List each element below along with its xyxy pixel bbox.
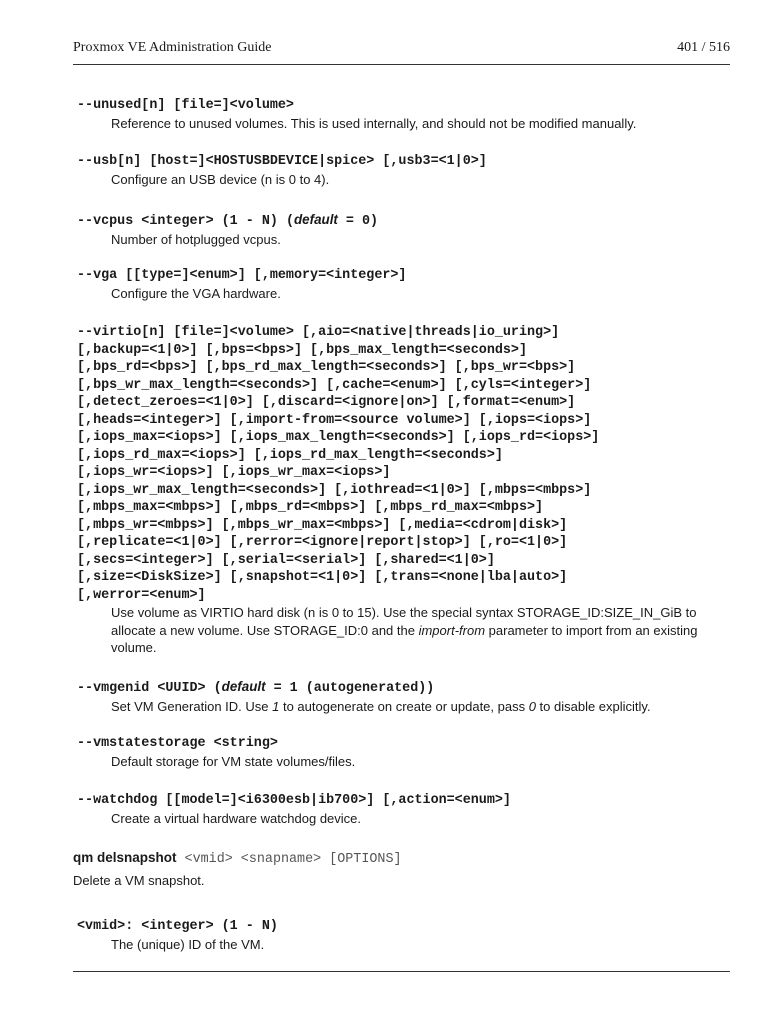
default-value: 1 (autogenerated)) — [289, 681, 435, 696]
paren-close: ) — [370, 214, 379, 229]
option-description: Number of hotplugged vcpus. — [111, 231, 281, 247]
description-text: Set VM Generation ID. Use — [111, 698, 273, 714]
option-signature: --virtio[n] [file=]<volume> [,aio=<native|threads|io_uring>] — [77, 325, 560, 340]
signature-line: [,secs=<integer>] [,serial=<serial>] [,shared=<1|0>] — [77, 552, 495, 568]
option-description: Default storage for VM state volumes/files. — [111, 753, 356, 769]
signature-line: [,detect_zeroes=<1|0>] [,discard=<ignore|on>] [,format=<enum>] — [77, 395, 576, 410]
option-vmstatestorage — [77, 735, 737, 770]
signature-line: [,replicate=<1|0>] [,rerror=<ignore|report|stop>] [,ro=<1|0>] — [77, 535, 568, 550]
command-description: Delete a VM snapshot. — [73, 873, 205, 888]
signature-text: --vmgenid <UUID> — [77, 681, 206, 696]
option-vcpus — [77, 211, 737, 248]
header-rule — [73, 64, 730, 65]
signature-line: [,backup=<1|0>] [,bps=<bps>] [,bps_max_length=<seconds>] — [77, 342, 527, 358]
emphasis-text: import-from — [418, 622, 486, 638]
param-signature: <vmid>: <integer> (1 - N) — [77, 919, 278, 934]
option-signature — [77, 211, 737, 231]
command-args: <vmid> <snapname> [OPTIONS] — [176, 852, 402, 867]
option-unused — [77, 97, 737, 132]
option-vga — [77, 267, 737, 302]
signature-line: [,size=<DiskSize>] [,snapshot=<1|0>] [,trans=<none|lba|auto>] — [77, 570, 568, 585]
option-description: Reference to unused volumes. This is used internally, and should not be modified manually. — [111, 115, 637, 131]
signature-line: [,iops_wr_max_length=<seconds>] [,iothread=<1|0>] [,mbps=<mbps>] — [77, 482, 592, 498]
command-heading — [73, 849, 402, 867]
description-text: to autogenerate on create or update, pass — [279, 698, 529, 714]
default-value: 0 — [362, 214, 371, 229]
signature-line: [,iops_wr=<iops>] [,iops_wr_max=<iops>] — [77, 465, 391, 480]
option-description: Configure the VGA hardware. — [111, 285, 281, 301]
option-description — [111, 698, 731, 716]
option-virtio — [77, 324, 737, 657]
emphasis-text: 0 — [528, 698, 536, 714]
signature-text: --vcpus <integer> (1 - N) — [77, 214, 278, 229]
signature-line: [,iops_rd_max=<iops>] [,iops_rd_max_length=<seconds>] — [77, 447, 503, 463]
description-text: parameter to import from an existing volume. — [111, 622, 698, 655]
command-name: qm delsnapshot — [73, 850, 177, 865]
description-text: Use volume as VIRTIO hard disk (n is 0 to 15). Use the special syntax STORAGE_ID:SIZE_IN_GiB to allocate a new volume. Use STORAGE_ID:0 and the — [111, 605, 697, 638]
option-signature: --usb[n] [host=]<HOSTUSBDEVICE|spice> [,usb3=<1|0>] — [77, 154, 487, 169]
default-label: default — [293, 212, 338, 227]
footer-rule — [73, 971, 730, 972]
option-signature: --watchdog [[model=]<i6300esb|ib700>] [,action=<enum>] — [77, 793, 511, 808]
option-signature: --unused[n] [file=]<volume> — [77, 98, 294, 113]
equals-sign: = — [337, 214, 362, 229]
signature-line: [,mbps_wr=<mbps>] [,mbps_wr_max=<mbps>] [,media=<cdrom|disk>] — [77, 517, 568, 533]
option-description: Create a virtual hardware watchdog device. — [111, 810, 362, 826]
paren-open: ( — [205, 681, 222, 696]
signature-line: [,heads=<integer>] [,import-from=<source volume>] [,iops=<iops>] — [77, 412, 592, 428]
signature-line: [,werror=<enum>] — [77, 587, 206, 603]
equals-sign: = — [265, 681, 290, 696]
option-watchdog — [77, 792, 737, 827]
page-number: 401 / 516 — [677, 40, 730, 55]
signature-line: [,iops_max=<iops>] [,iops_max_length=<seconds>] [,iops_rd=<iops>] — [77, 430, 600, 445]
option-signature: --vmstatestorage <string> — [77, 736, 278, 751]
param-vmid — [77, 918, 737, 953]
option-description — [111, 604, 731, 657]
header-title: Proxmox VE Administration Guide — [73, 40, 272, 55]
description-text: to disable explicitly. — [535, 698, 651, 714]
signature-line: [,bps_wr_max_length=<seconds>] [,cache=<enum>] [,cyls=<integer>] — [77, 377, 592, 393]
option-signature: --vga [[type=]<enum>] [,memory=<integer>] — [77, 268, 407, 283]
param-description: The (unique) ID of the VM. — [111, 936, 265, 952]
default-label: default — [221, 679, 266, 694]
signature-line: [,bps_rd=<bps>] [,bps_rd_max_length=<seconds>] [,bps_wr=<bps>] — [77, 360, 576, 375]
option-vmgenid — [77, 678, 737, 715]
option-description: Configure an USB device (n is 0 to 4). — [111, 171, 330, 187]
paren-open: ( — [277, 214, 294, 229]
option-signature — [77, 678, 737, 698]
signature-line: [,mbps_max=<mbps>] [,mbps_rd=<mbps>] [,mbps_rd_max=<mbps>] — [77, 500, 544, 515]
option-usb — [77, 153, 737, 188]
emphasis-text: 1 — [272, 698, 280, 714]
